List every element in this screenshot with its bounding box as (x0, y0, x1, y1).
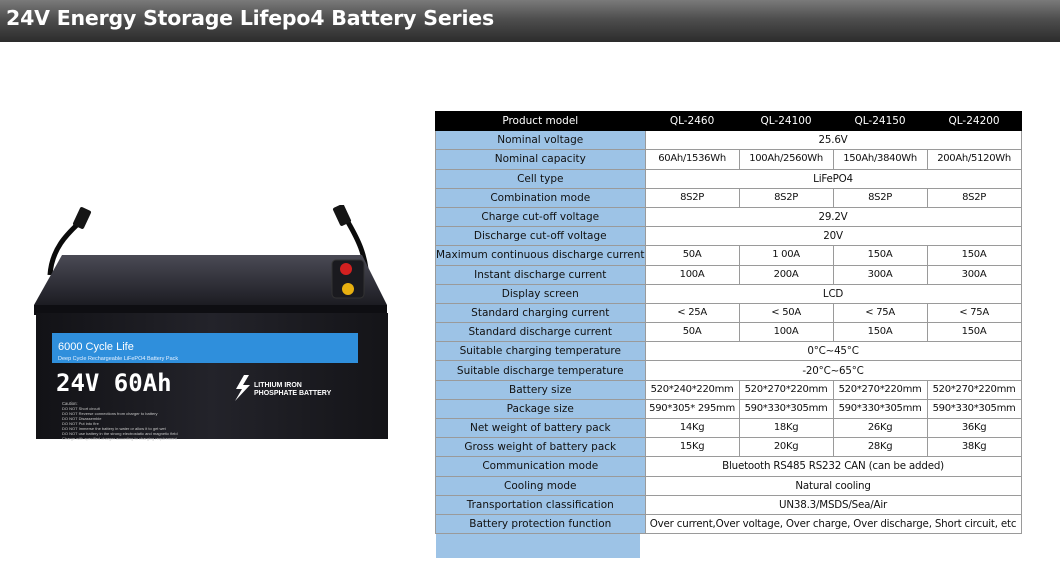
row-label: Suitable discharge temperature (436, 361, 646, 380)
row-value: 8S2P (739, 188, 833, 207)
table-row (436, 380, 1022, 399)
row-value: 150A (833, 323, 927, 342)
table-row (436, 284, 1022, 303)
row-label: Battery protection function (436, 514, 646, 533)
row-label: Cooling mode (436, 476, 646, 495)
page-title: 24V Energy Storage Lifepo4 Battery Series (6, 6, 494, 30)
row-value: 26Kg (833, 419, 927, 438)
table-row (436, 457, 1022, 476)
header-model: QL-24200 (927, 112, 1021, 131)
row-value: 590*330*305mm (739, 399, 833, 418)
table-row (436, 227, 1022, 246)
row-value: 520*270*220mm (833, 380, 927, 399)
table-row (436, 323, 1022, 342)
table-row (436, 246, 1022, 265)
caution-title: Caution: (62, 401, 78, 406)
table-row (436, 419, 1022, 438)
header-product-model: Product model (436, 112, 646, 131)
caution-line: DO NOT Short circuit (62, 406, 100, 411)
row-label: Transportation classification (436, 495, 646, 514)
terminal-yellow (342, 283, 354, 295)
row-value: 8S2P (833, 188, 927, 207)
row-value: 20V (645, 227, 1021, 246)
row-value: < 25A (645, 303, 739, 322)
row-label: Maximum continuous discharge current (436, 246, 646, 265)
row-value: 38Kg (927, 438, 1021, 457)
table-row (436, 265, 1022, 284)
voltage-capacity-label: 24V 60Ah (56, 369, 172, 397)
row-value: 150A (833, 246, 927, 265)
pack-label: Deep Cycle Rechargeable LiFePO4 Battery Pack (58, 356, 179, 362)
row-label: Package size (436, 399, 646, 418)
row-label: Instant discharge current (436, 265, 646, 284)
row-value: 29.2V (645, 207, 1021, 226)
row-value: 18Kg (739, 419, 833, 438)
row-label: Nominal capacity (436, 150, 646, 169)
caution-line: DO NOT Reverse connections from charger to battery (62, 411, 158, 416)
table-row (436, 188, 1022, 207)
table-row (436, 361, 1022, 380)
row-value: 590*330*305mm (927, 399, 1021, 418)
table-row (436, 131, 1022, 150)
row-value: 8S2P (927, 188, 1021, 207)
row-value: 520*270*220mm (927, 380, 1021, 399)
chemistry-line2: PHOSPHATE BATTERY (254, 390, 332, 397)
row-value: 36Kg (927, 419, 1021, 438)
row-value: 25.6V (645, 131, 1021, 150)
table-row (436, 514, 1022, 533)
caution-line: DO NOT Put into fire (62, 421, 99, 426)
table-row (436, 150, 1022, 169)
row-value: 300A (927, 265, 1021, 284)
row-value: LCD (645, 284, 1021, 303)
table-row (436, 169, 1022, 188)
row-value: -20°C~65°C (645, 361, 1021, 380)
row-value: < 50A (739, 303, 833, 322)
row-value: 300A (833, 265, 927, 284)
row-label: Standard charging current (436, 303, 646, 322)
caution-line: DO NOT use battery in the strong electrostatic and magnetic field (62, 431, 178, 436)
row-value: 200A (739, 265, 833, 284)
table-row (436, 303, 1022, 322)
table-row (436, 476, 1022, 495)
spec-table (435, 111, 1022, 534)
header-model: QL-2460 (645, 112, 739, 131)
title-banner (0, 0, 1060, 42)
row-value: 50A (645, 323, 739, 342)
row-value: 590*330*305mm (833, 399, 927, 418)
header-model: QL-24150 (833, 112, 927, 131)
table-row (436, 399, 1022, 418)
row-value: 15Kg (645, 438, 739, 457)
row-label: Display screen (436, 284, 646, 303)
row-label: Communication mode (436, 457, 646, 476)
caution-line: DO NOT Disassemble (62, 416, 102, 421)
battery-product-image (22, 205, 402, 450)
table-header-row (436, 112, 1022, 131)
row-value: 150A (927, 323, 1021, 342)
row-label: Battery size (436, 380, 646, 399)
row-label: Charge cut-off voltage (436, 207, 646, 226)
row-label: Suitable charging temperature (436, 342, 646, 361)
row-label: Discharge cut-off voltage (436, 227, 646, 246)
row-value: Natural cooling (645, 476, 1021, 495)
row-value: LiFePO4 (645, 169, 1021, 188)
row-value: < 75A (927, 303, 1021, 322)
row-label: Cell type (436, 169, 646, 188)
row-value: 28Kg (833, 438, 927, 457)
row-value: 60Ah/1536Wh (645, 150, 739, 169)
row-value: 20Kg (739, 438, 833, 457)
row-value: 14Kg (645, 419, 739, 438)
table-row (436, 342, 1022, 361)
header-model: QL-24100 (739, 112, 833, 131)
row-value: < 75A (833, 303, 927, 322)
row-value: 50A (645, 246, 739, 265)
caution-line: DO NOT Immerse the battery in water or allow it to get wet (62, 426, 166, 431)
row-value: 520*270*220mm (739, 380, 833, 399)
row-value: 200Ah/5120Wh (927, 150, 1021, 169)
row-value: 1 00A (739, 246, 833, 265)
row-value: 520*240*220mm (645, 380, 739, 399)
table-row (436, 207, 1022, 226)
row-label: Net weight of battery pack (436, 419, 646, 438)
cycle-life-label: 6000 Cycle Life (58, 341, 134, 353)
row-value: 100Ah/2560Wh (739, 150, 833, 169)
table-body (436, 131, 1022, 534)
row-label: Nominal voltage (436, 131, 646, 150)
row-value: 150A (927, 246, 1021, 265)
table-footer-band (436, 534, 640, 558)
row-value: 8S2P (645, 188, 739, 207)
row-value: 590*305* 295mm (645, 399, 739, 418)
chemistry-line1: LITHIUM IRON (254, 382, 302, 389)
table-row (436, 495, 1022, 514)
row-value: 0°C~45°C (645, 342, 1021, 361)
row-value: 150Ah/3840Wh (833, 150, 927, 169)
row-value: 100A (645, 265, 739, 284)
row-value: UN38.3/MSDS/Sea/Air (645, 495, 1021, 514)
row-label: Standard discharge current (436, 323, 646, 342)
terminal-red (340, 263, 352, 275)
table-row (436, 438, 1022, 457)
row-value: 100A (739, 323, 833, 342)
row-value: Over current,Over voltage, Over charge, Over discharge, Short circuit, etc (645, 514, 1021, 533)
caution-line: Charge with specified charger according to charging requirement (62, 436, 177, 441)
row-value: Bluetooth RS485 RS232 CAN (can be added) (645, 457, 1021, 476)
row-label: Gross weight of battery pack (436, 438, 646, 457)
row-label: Combination mode (436, 188, 646, 207)
